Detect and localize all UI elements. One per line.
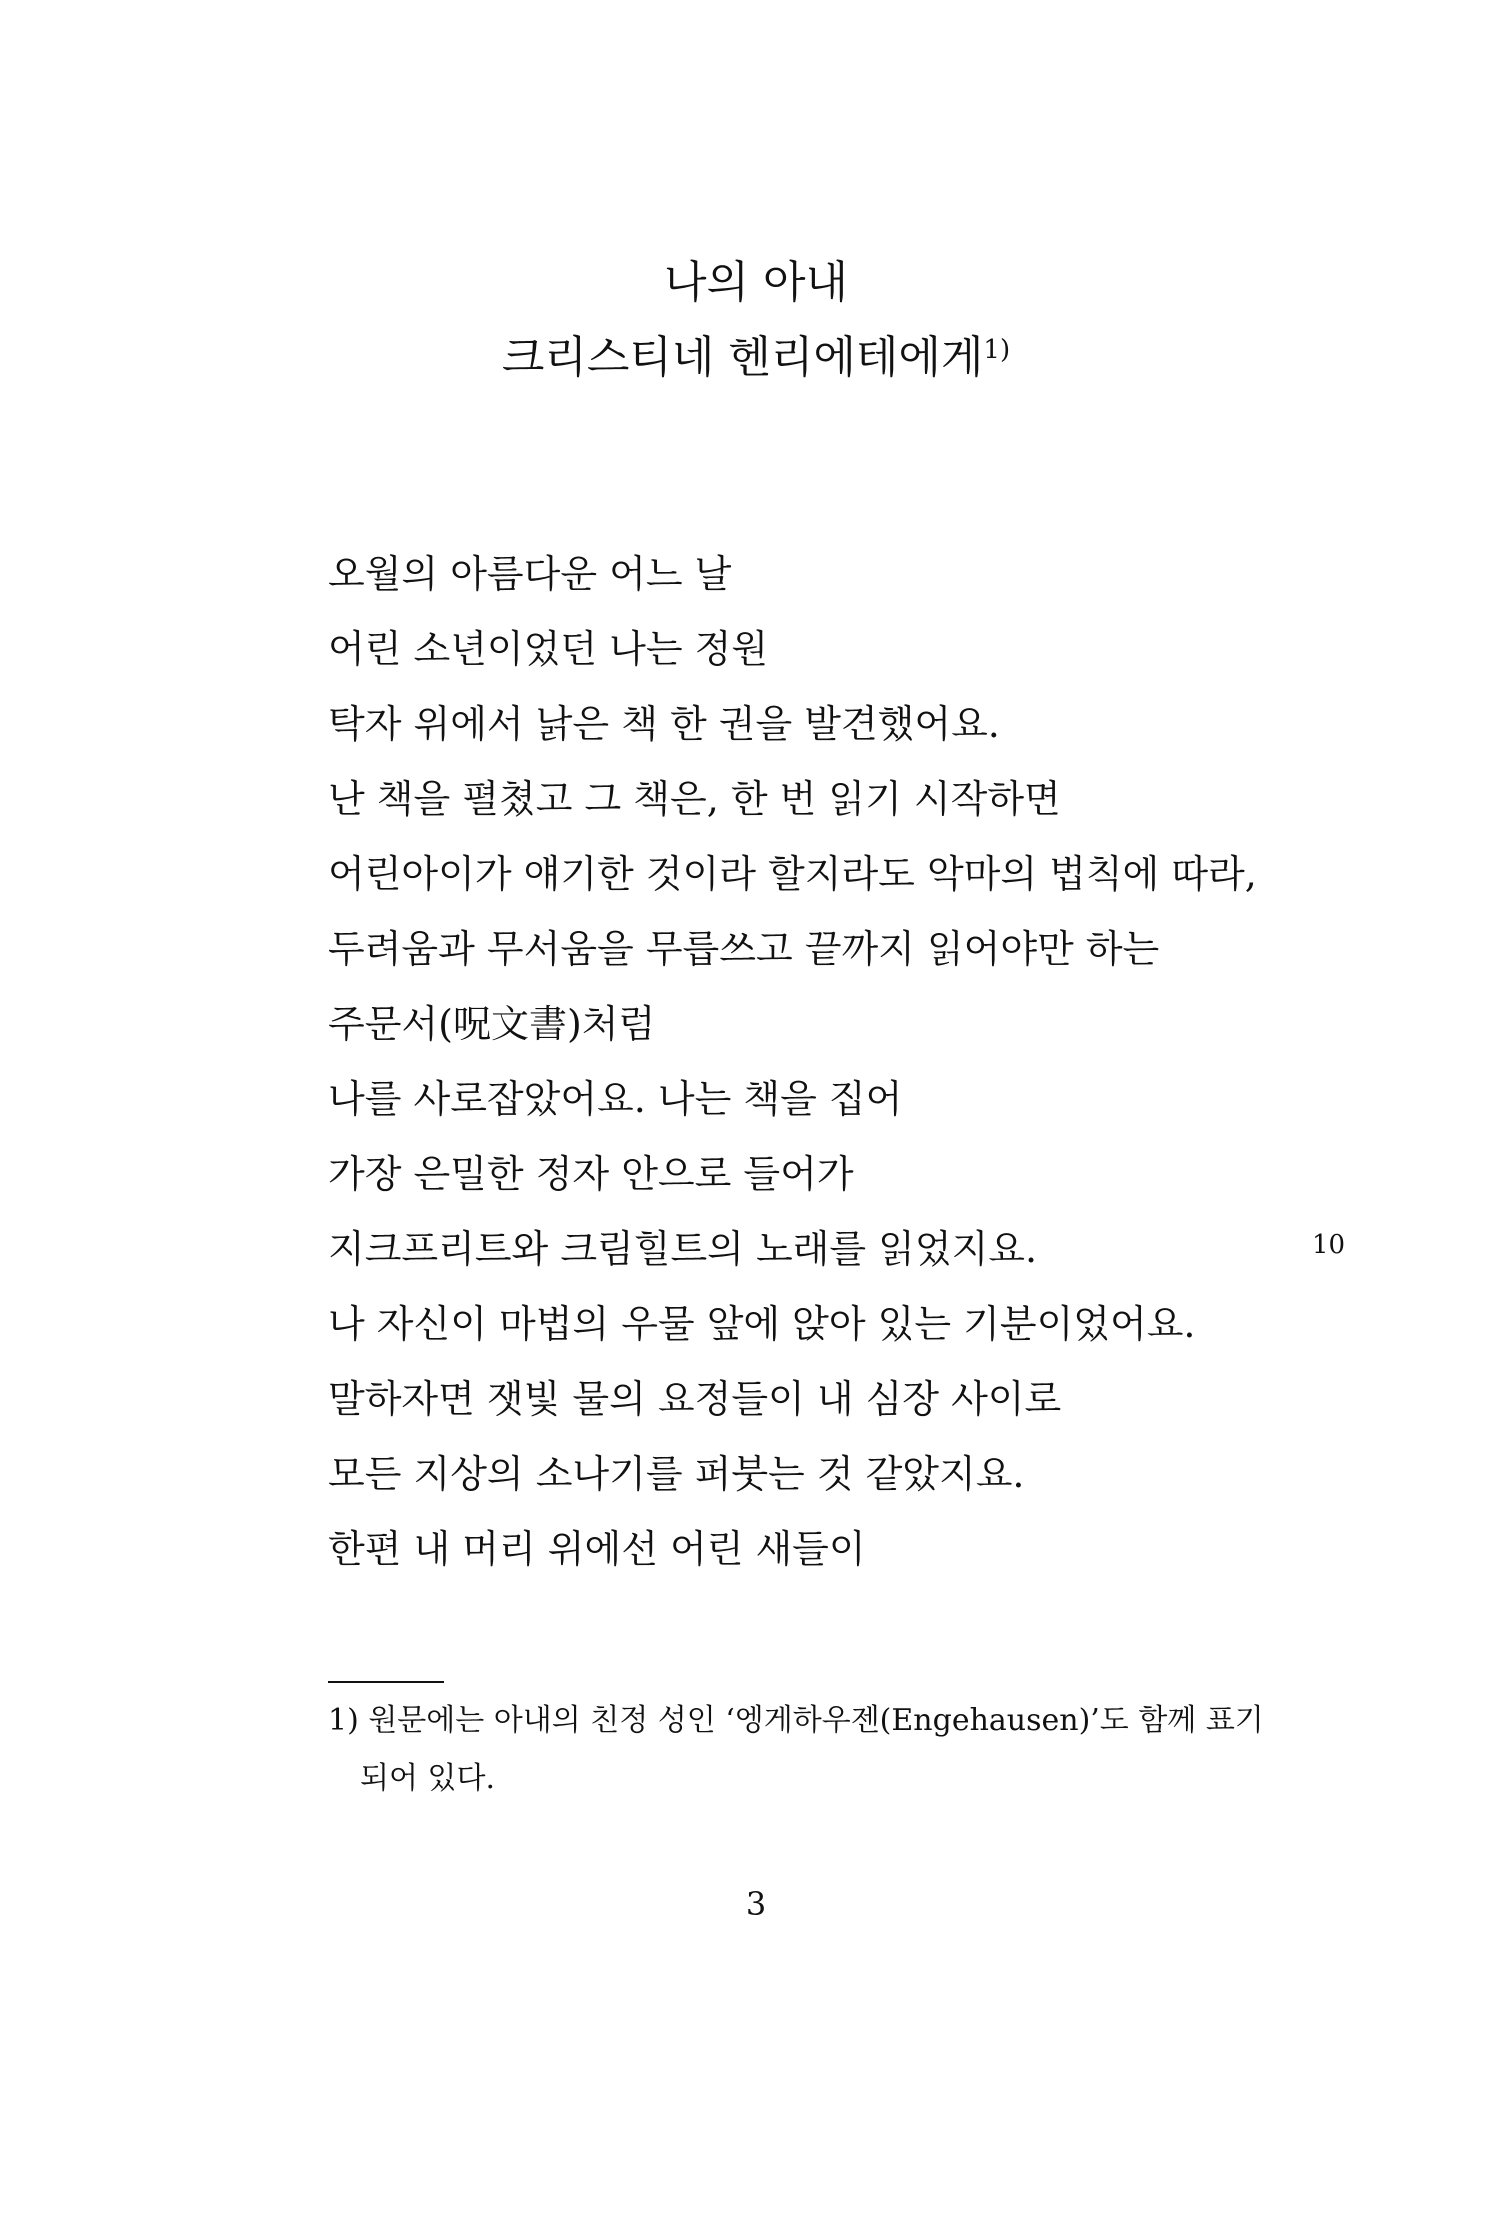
dedication-text: 크리스티네 헨리에테에게 — [501, 332, 984, 383]
poem-body — [328, 537, 1257, 1587]
poem-line: 어린 소년이었던 나는 정원 — [328, 627, 769, 671]
poem-line: 모든 지상의 소나기를 퍼붓는 것 같았지요. — [328, 1452, 1025, 1496]
footnote-divider — [328, 1681, 444, 1683]
poem-line: 어린아이가 얘기한 것이라 할지라도 악마의 법칙에 따라, — [328, 852, 1257, 896]
line-number: 10 — [1312, 1230, 1346, 1260]
poem-title: 나의 아내 — [663, 257, 848, 308]
poem-line: 주문서(呪文書)처럼 — [328, 1002, 656, 1046]
poem-line: 한편 내 머리 위에선 어린 새들이 — [328, 1527, 866, 1571]
poem-line: 탁자 위에서 낡은 책 한 권을 발견했어요. — [328, 702, 1000, 746]
poem-line: 지크프리트와 크림힐트의 노래를 읽었지요. — [328, 1227, 1038, 1271]
poem-dedication — [0, 320, 1512, 388]
page-number: 3 — [745, 1885, 767, 1923]
poem-line: 난 책을 펼쳤고 그 책은, 한 번 읽기 시작하면 — [328, 777, 1061, 821]
footnote-line: 되어 있다. — [360, 1761, 495, 1796]
poem-line: 나를 사로잡았어요. 나는 책을 집어 — [328, 1077, 903, 1121]
poem-line: 오월의 아름다운 어느 날 — [328, 552, 732, 596]
poem-line: 두려움과 무서움을 무릅쓰고 끝까지 읽어야만 하는 — [328, 927, 1160, 971]
poem-line: 나 자신이 마법의 우물 앞에 앉아 있는 기분이었어요. — [328, 1302, 1196, 1346]
footnote — [328, 1692, 1264, 1808]
poem-line: 가장 은밀한 정자 안으로 들어가 — [328, 1152, 854, 1196]
poem-line: 말하자면 잿빛 물의 요정들이 내 심장 사이로 — [328, 1377, 1062, 1421]
footnote-reference: 1) — [983, 335, 1011, 365]
footnote-line: 1) 원문에는 아내의 친정 성인 ‘엥게하우젠(Engehausen)’도 함께 표기 — [328, 1703, 1264, 1738]
